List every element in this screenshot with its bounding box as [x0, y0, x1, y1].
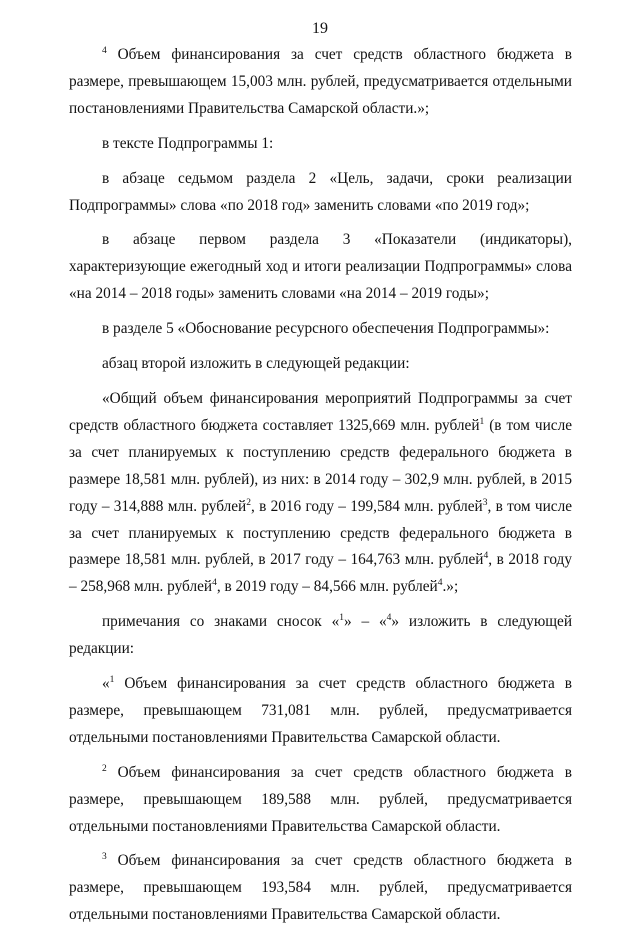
quote-mark: « — [102, 675, 110, 693]
footnote-marker: 4 — [483, 551, 489, 562]
paragraph-text: , в 2019 году – 84,566 млн. рублей — [216, 578, 438, 596]
footnote-marker: 1 — [109, 675, 115, 686]
paragraph-text: примечания со знаками сносок « — [102, 613, 340, 631]
paragraph-text: Объем финансирования за счет средств областного бюджета в размере, превышающем 189,588 млн. рублей, предусматривается отдельными постановлениями Правительства Самарской области. — [69, 763, 572, 835]
footnote-marker: 4 — [102, 46, 107, 56]
footnote-marker: 3 — [102, 852, 107, 863]
document-body — [69, 42, 572, 929]
paragraph-text: , в 2016 году – 199,584 млн. рублей — [251, 497, 483, 515]
paragraph-text: Объем финансирования за счет средств областного бюджета в размере, превышающем 193,584 млн. рублей, предусматривается отдельными постановлениями Правительства Самарской области. — [69, 852, 572, 924]
paragraph-text: » – « — [344, 613, 387, 631]
paragraph-text: (в том числе за счет планируемых к поступлению средств федерального бюджета в размере 18,581 млн. рублей), из них: в 2014 году – 302,9 млн. рублей, в 2015 году – 314,888 млн. рублей — [69, 416, 573, 515]
paragraph-text: в тексте Подпрограммы 1: — [102, 134, 274, 152]
footnote-1-paragraph — [69, 671, 572, 752]
footnote-marker: 3 — [482, 497, 488, 508]
paragraph-text: в абзаце седьмом раздела 2 «Цель, задачи, сроки реализации Подпрограммы» слова «по 2018 год» заменить словами «по 2019 год»; — [69, 169, 572, 214]
paragraph-text: » изложить в следующей редакции: — [69, 613, 573, 658]
footnote-marker: 1 — [339, 613, 344, 624]
footnote-marker: 2 — [246, 497, 251, 508]
footnote-marker: 4 — [386, 613, 392, 624]
footnote-4-paragraph — [69, 42, 572, 123]
paragraph-text: .»; — [442, 578, 459, 596]
footnote-marker: 4 — [437, 578, 443, 589]
footnote-3-paragraph — [69, 848, 572, 929]
footnote-marker: 1 — [479, 416, 485, 427]
page-number: 19 — [312, 20, 328, 37]
second-paragraph-instruction — [69, 351, 572, 378]
section-5-heading-paragraph — [69, 316, 572, 343]
paragraph-text: Объем финансирования за счет средств областного бюджета в размере, превышающем 15,003 млн. рублей, предусматривается отдельными постановлениями Правительства Самарской области.»; — [69, 46, 572, 117]
paragraph-text: в разделе 5 «Обоснование ресурсного обеспечения Подпрограммы»: — [102, 320, 550, 338]
paragraph-text: «Общий объем финансирования мероприятий Подпрограммы за счет средств областного бюджета составляет 1325,669 млн. рублей — [69, 389, 572, 434]
financing-volume-paragraph — [69, 386, 572, 601]
paragraph-text: , в том числе за счет планируемых к поступлению средств федерального бюджета в размере 18,581 млн. рублей, в 2017 году – 164,763 млн. рублей — [69, 497, 572, 569]
subprogram-intro-paragraph — [69, 131, 572, 158]
footnote-marker: 2 — [102, 763, 107, 774]
paragraph-text: абзац второй изложить в следующей редакции: — [102, 355, 410, 373]
section-2-amendment-paragraph — [69, 166, 572, 220]
section-3-amendment-paragraph — [69, 227, 572, 308]
footnotes-instruction-paragraph — [69, 609, 572, 663]
paragraph-text: Объем финансирования за счет средств областного бюджета в размере, превышающем 731,081 млн. рублей, предусматривается отдельными постановлениями Правительства Самарской области. — [69, 675, 572, 746]
footnote-marker: 4 — [212, 578, 217, 589]
paragraph-text: , в 2018 году – 258,968 млн. рублей — [69, 551, 572, 596]
paragraph-text: в абзаце первом раздела 3 «Показатели (индикаторы), характеризующие ежегодный ход и итоги реализации Подпрограммы» слова «на 2014 – 2018 годы» заменить словами «на 2014 – 2019 годы»; — [69, 231, 572, 303]
footnote-2-paragraph — [69, 760, 572, 841]
